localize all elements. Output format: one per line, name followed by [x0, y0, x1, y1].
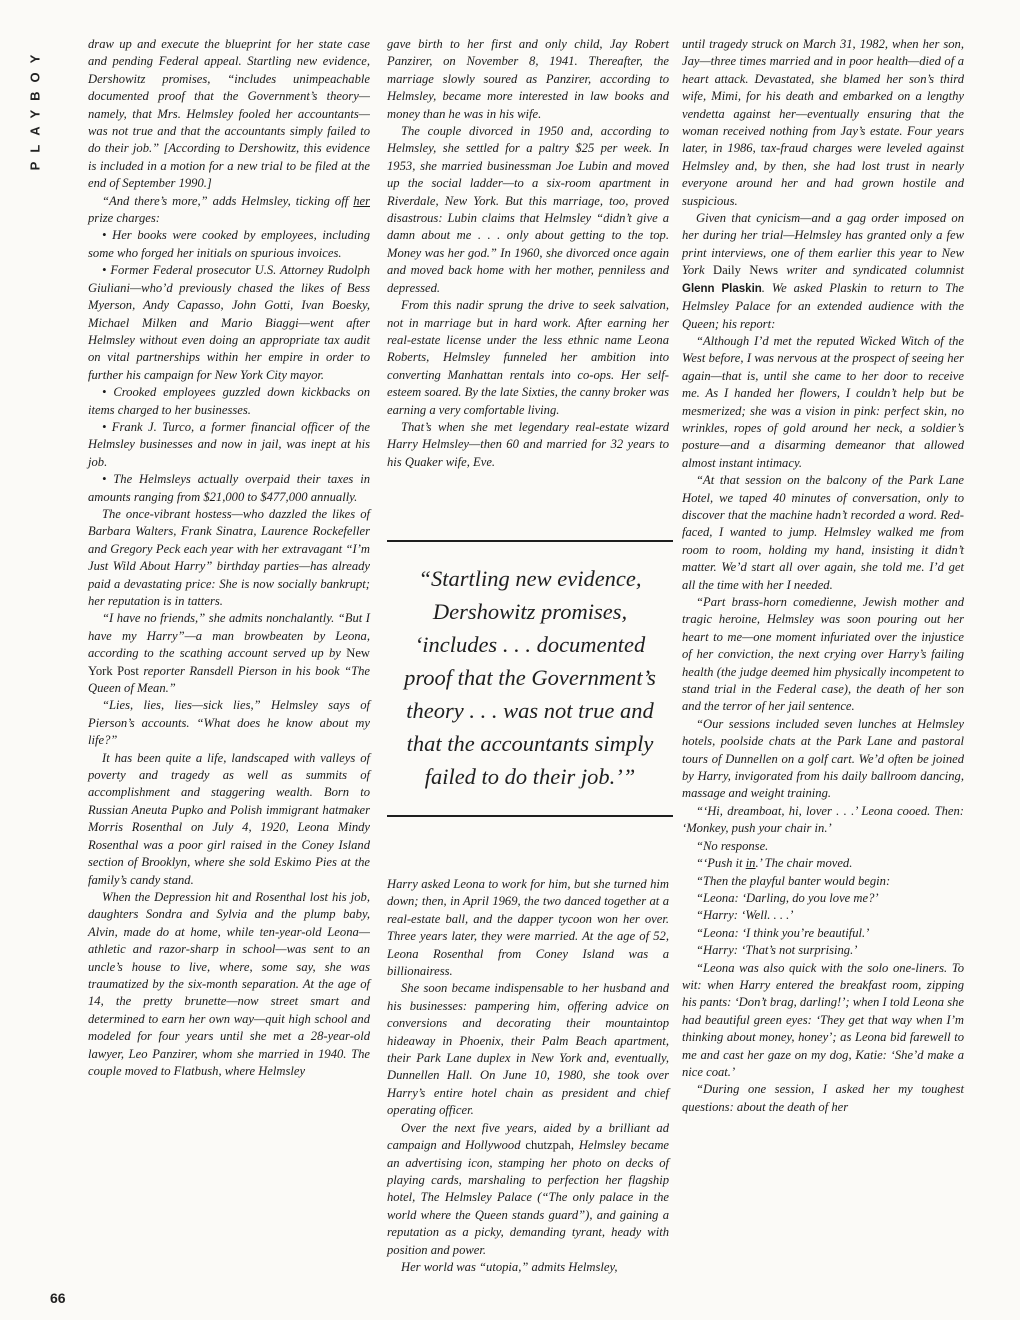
publication-name: Daily News	[713, 263, 779, 278]
paragraph: draw up and execute the blueprint for her state case and pending Federal appeal. Startling new evidence, Dershowitz promises, “includes unimpeachable documented proof that the Government’s theory—namely, that Mrs. Helmsley fooled her accountants—was not true and that the accountants simply failed to do their job.” [According to Dershowitz, this evidence is included in a motion for a new trial to be filed at the end of September 1990.]	[88, 37, 370, 191]
magazine-masthead	[22, 38, 48, 178]
pull-quote-text: “Startling new evidence, Dershowitz promises, ‘includes . . . documented proof that the Government’s theory . . . was not true and that the accountants simply failed to do their job.’”	[404, 566, 656, 789]
paragraph: “‘Hi, dreamboat, hi, lover . . .’ Leona cooed. Then: ‘Monkey, push your chair in.’	[682, 803, 964, 836]
text-run: . We asked Plaskin to return to The Helmsley Palace for an extended audience with the Queen; his report:	[682, 280, 964, 331]
paragraph: The couple divorced in 1950 and, according to Helmsley, she settled for a paltry $25 per week. In 1953, she married businessman Joe Lubin and moved up the social ladder—to a six-room apartment in Riverdale, New York. But this marriage, too, proved disastrous: Lubin claims that Helmsley “didn’t give a damn about me . . . only about getting to the top. Money was her god.” In 1960, she divorced once again and moved back home with her mother, penniless and depressed.	[387, 124, 669, 295]
bullet-item: • Her books were cooked by employees, including some who forged her initials on spurious invoices.	[88, 228, 370, 260]
paragraph: gave birth to her first and only child, Jay Robert Panzirer, on November 8, 1941. Thereafter, the marriage slowly soured as Panzirer, according to Helmsley, became more interested in law books and money than he was in his wife.	[387, 37, 669, 121]
text-run: prize charges:	[88, 211, 160, 226]
bullet-item: • The Helmsleys actually overpaid their taxes in amounts ranging from $21,000 to $477,000 annually.	[88, 472, 370, 504]
text-run: writer and syndicated columnist	[778, 263, 964, 278]
author-name: Glenn Plaskin	[682, 282, 762, 295]
column-2-top	[387, 36, 669, 506]
paragraph: Her world was “utopia,” admits Helmsley,	[401, 1259, 618, 1274]
paragraph: “Leona: ‘I think you’re beautiful.’	[696, 925, 870, 940]
bullet-item: • Frank J. Turco, a former financial officer of the Helmsley businesses and now in jail, was inept at his job.	[88, 419, 370, 469]
text-run: reporter Ransdell Pierson in his book “The Queen of Mean.”	[88, 663, 370, 696]
underlined-word: her	[353, 193, 370, 208]
paragraph: She soon became indispensable to her husband and his businesses: pampering him, offering advice on conversions and decorating their mountaintop hideaway in Phoenix, their Palm Beach apartment, their Park Lane duplex in New York and, eventually, Dunnellen Hall. On June 10, 1980, she took over Harry’s entire hotel chain as president and chief operating officer.	[387, 981, 669, 1118]
bullet-item: • Crooked employees guzzled down kickbacks on items charged to her businesses.	[88, 385, 370, 417]
paragraph: The once-vibrant hostess—who dazzled the likes of Barbara Walters, Frank Sinatra, Laurence Rockefeller and Gregory Peck each year with her extravagant “I’m Just Wild About Harry” birthday parties—has already paid a devastating price: She is now socially bankrupt; her reputation is in tatters.	[88, 506, 370, 608]
publication-name: New York Post	[88, 646, 370, 678]
column-2-bottom	[387, 876, 669, 1296]
column-3	[682, 36, 964, 1296]
masthead-text: PLAYBOY	[27, 45, 43, 171]
column-1	[88, 36, 370, 1296]
bullet-item: • Former Federal prosecutor U.S. Attorney Rudolph Giuliani—who’d previously chased the likes of Bess Myerson, Andy Capasso, John Gotti, Ivan Boesky, Michael Milken and Mario Biaggi—went after Helmsley without even doing an appropriate tax audit on vital partnerships within her empire in order to further his campaign for New York City mayor.	[88, 263, 370, 382]
paragraph: “No response.	[696, 838, 769, 853]
paragraph	[682, 210, 964, 333]
paragraph: Harry asked Leona to work for him, but she turned him down; then, in April 1969, the two danced together at a real-estate ball, and the dapper tycoon won her over. Three years later, they were married. At the age of 52, Leona Rosenthal from Coney Island was a billionairess.	[387, 877, 669, 979]
text-run: , Helmsley became an advertising icon, stamping her photo on decks of playing cards, marshaling to perfection her flagship hotel, The Helmsley Palace (“The only palace in the world where the Queen stands guard”), and gaining a reputation as a picky, demanding tyrant, heady with position and power.	[387, 1138, 669, 1257]
paragraph	[88, 193, 370, 228]
paragraph: From this nadir sprung the drive to seek salvation, not in marriage but in hard work. After earning her real-estate license under the less ethnic name Leona Roberts, Helmsley funneled her ambition into converting Manhattan rentals into co-ops. Her self-esteem soared. By the late Sixties, the canny broker was earning a very comfortable living.	[387, 298, 669, 417]
paragraph: “At that session on the balcony of the Park Lane Hotel, we taped 40 minutes of conversation, only to discover that the machine hadn’t recorded a word. Red-faced, I wanted to jump. Helmsley walked me from room to room, holding my hand, insisting it didn’t matter. We’d start all over again, she told me. I’d get all the time with her I needed.	[682, 473, 964, 592]
paragraph: It has been quite a life, landscaped with valleys of poverty and tragedy as well as summits of accomplishment and staggering wealth. Born to Russian Aneuta Pupko and Polish immigrant hatmaker Morris Rosenthal on July 4, 1920, Leona Mindy Rosenthal was a poor girl raised in the Coney Island section of Brooklyn, where she sold Eskimo Pies at the family’s candy stand.	[88, 750, 370, 887]
paragraph: until tragedy struck on March 31, 1982, when her son, Jay—three times married and in poor health—died of a heart attack. Devastated, she blamed her son’s third wife, Mimi, for his death and embarked on a lengthy vendetta against her—eventually ensuring that the woman received nothing from Jay’s estate. Four years later, in 1986, tax-fraud charges were leveled against Helmsley and, by then, she had lost trust in nearly everyone around her and had grown hostile and suspicious.	[682, 37, 964, 208]
paragraph: “Although I’d met the reputed Wicked Witch of the West before, I was nervous at the prospect of seeing her again—that is, until she came to her door to receive me. As I handed her flowers, I couldn’t help but be mesmerized; she was a vision in pink: perfect skin, no wrinkles, ropes of gold around her neck, a soldier’s posture—and a disarming demeanor that allowed almost instant intimacy.	[682, 333, 964, 470]
paragraph: “Then the playful banter would begin:	[696, 873, 891, 888]
paragraph	[682, 855, 964, 872]
upright-word: chutzpah	[525, 1138, 571, 1153]
text-run: “I have no friends,” she admits nonchalantly. “But I have my Harry”—a man browbeaten by Leona, according to the scathing account served up by	[88, 611, 370, 661]
underlined-word: in	[745, 856, 756, 871]
text-run: .’ The chair moved.	[755, 856, 853, 871]
paragraph	[387, 1120, 669, 1259]
paragraph: “Leona: ‘Darling, do you love me?’	[696, 890, 879, 905]
pull-quote	[387, 540, 673, 817]
paragraph	[88, 610, 370, 697]
paragraph: When the Depression hit and Rosenthal lost his job, daughters Sondra and Sylvia and the plump baby, Alvin, made do at home, while ten-year-old Leona—athletic and razor-sharp in school—was sent to an uncle’s house to live, where, some say, she was traumatized by the six-month separation. At the age of 14, the pretty brunette—now street smart and determined to earn her own way—quit high school and modeled for four years until she met a 28-year-old lawyer, Leo Panzirer, whom she married in 1940. The couple moved to Flatbush, where Helmsley	[88, 889, 370, 1078]
paragraph: “Our sessions included seven lunches at Helmsley hotels, poolside chats at the Park Lane and pastoral tours of Dunnellen on a golf cart. We’d often be joined by Harry, invigorated from his daily ballroom dancing, massage and weight training.	[682, 716, 964, 801]
paragraph: That’s when she met legendary real-estate wizard Harry Helmsley—then 60 and married for 32 years to his Quaker wife, Eve.	[387, 419, 669, 469]
text-run: “‘Push it	[696, 856, 746, 871]
text-run: “And there’s more,” adds Helmsley, ticking off	[102, 193, 354, 208]
paragraph: “Part brass-horn comedienne, Jewish mother and tragic heroine, Helmsley was soon pouring out her heart to me—one moment infuriated over the injustice of her conviction, the next crying over Harry’s failing health (the judge deemed him physically incompetent to stand trial in the Federal case), the death of her son and the terror of her jail sentence.	[682, 595, 964, 714]
text-run: Over the next five years, aided by a brilliant ad campaign and Hollywood	[387, 1120, 669, 1153]
paragraph: “Harry: ‘That’s not surprising.’	[696, 943, 858, 958]
paragraph: “During one session, I asked her my toughest questions: about the death of her	[682, 1082, 964, 1114]
paragraph: “Leona was also quick with the solo one-liners. To wit: when Harry entered the breakfast room, zipping his pants: ‘Don’t brag, darling!’; when I told Leona she had beautiful green eyes: ‘They get that way when I’m thinking about money, honey’; as Leona bid farewell to me and cast her gaze on my dog, Katie: ‘She’d make a nice coat.’	[682, 960, 964, 1079]
paragraph: “Harry: ‘Well. . . .’	[696, 908, 794, 923]
paragraph: “Lies, lies, lies—sick lies,” Helmsley says of Pierson’s accounts. “What does he know about my life?”	[88, 698, 370, 748]
text-run: Given that cynicism—and a gag order imposed on her during her trial—Helmsley has granted only a few print interviews, one of them earlier this year to New York	[682, 211, 964, 278]
page-number: 66	[50, 1290, 66, 1306]
